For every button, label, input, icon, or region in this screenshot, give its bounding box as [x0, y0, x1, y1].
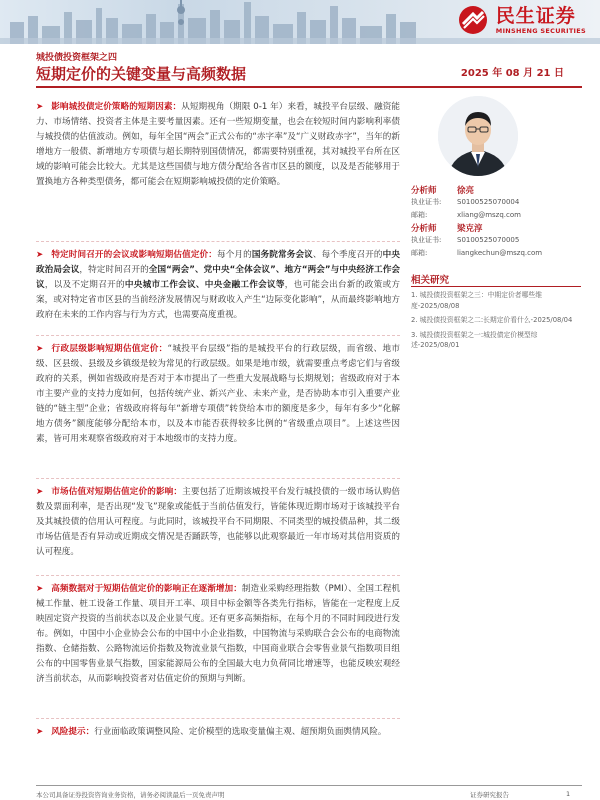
footer-disclaimer: 本公司具备证券投资咨询业务资格，请务必阅读最后一页免责声明: [36, 791, 225, 799]
logo-chinese-name: 民生证券: [495, 5, 576, 27]
section-emphasis: 国务院常务会议: [251, 250, 313, 260]
bullet-arrow-icon: ➤: [36, 344, 44, 354]
bullet-arrow-icon: ➤: [36, 250, 44, 260]
section-text: ，特定时间召开的: [79, 265, 149, 275]
section-lead: 市场估值对短期估值定价的影响：: [51, 487, 183, 497]
section-emphasis: 中央政治局会议: [36, 250, 400, 275]
section-emphasis: 中央城市工作会议、中央金融工作会议等: [124, 280, 285, 290]
section-market-valuation: [36, 485, 400, 560]
section-lead: 行政层级影响短期估值定价：: [51, 344, 168, 354]
analyst-photo: [438, 96, 518, 176]
section-text: 制造业采购经理指数（PMI）、全国工程机械工作量、桩工设备工作量、项目开工率、项目中标金额等各类先行指标，皆能在一定程度上反映固定资产投资的当前状态以及企业景气度。还有更多高频指标，在每个月的不同时间段进行发布。例如，中国中小企业协会公布的中国中小企业指数，中国物流与采购联合会公布的电商物流指数、仓储指数、公路物流运价指数及物流业景气指数，中国商业联合会零售业景气指数项目组公布的中国零售业景气指数，国家能源局公布的全国最大电力负荷同比增速等，也能反映宏观经济当前状态，从而影响投资者对估值定价的预期与判断。: [36, 584, 400, 684]
section-text: ，以及不定期召开的: [44, 280, 125, 290]
analyst-name: 梁克淳: [457, 224, 483, 234]
section-text: 主要包括了近期该城投平台发行城投债的一级市场认购倍数及票面利率，是否出现“发飞”现象或能低于当前估值发行，皆能体现近期市场对于该城投平台及其城投债的信用认可程度。与此同时，该城投平台不同期限、不同类型的城投债品种，其二级市场估值是否有异动或近期成交情况是否踊跃等，也能够以此观察最近一年市场对其信用资质的认可程度。: [36, 487, 400, 557]
analyst-email[interactable]: liangkechun@mszq.com: [457, 249, 543, 257]
email-label: 邮箱:: [411, 211, 428, 219]
header-divider: [36, 86, 582, 88]
footer-report-type: 证券研究报告: [470, 791, 509, 799]
analyst-role: 分析师: [411, 186, 437, 196]
section-lead: 特定时间召开的会议或影响短期估值定价：: [51, 250, 217, 260]
cert-label: 执业证书:: [411, 236, 442, 244]
section-text: 从短期视角（期限 0-1 年）来看，城投平台层级、融资能力、市场情绪、投资者主体是主要考量因素。还有一些短期变量，也会在较短时间内影响利率债与城投债的估值波动。例如，每年全国“两会”正式公布的“赤字率”及“广义财政赤字”，当年的新增地方一般债、新增地方专项债与超长期特别国债情况，都需要特别重视，其对城投平台所在区域的影响可能会比较大。尤其是这些国债与地方债分配给各省市区县的额度，以及是否能够用于置换地方各种类型债务，都可能会在短期影响城投债的定价策略。: [36, 102, 400, 187]
section-divider: [36, 478, 400, 479]
related-research-divider: [411, 286, 581, 287]
bullet-arrow-icon: ➤: [36, 487, 44, 497]
section-text: “城投平台层级”指的是城投平台的行政层级，而省级、地市级、区县级、县级及乡镇级是较为常见的行政层级。如果是地市级，就需要重点考虑它们与省级政府的关系，例如省级政府是否对于本市提出了一些重大发展战略与长期规划；省级政府对于本市主要产业的支持力度如何，包括传统产业、新兴产业、未来产业，是否协助本市引入重要产业链的“链主型”企业；省级政府将每年“新增专项债”转贷给本市的额度是多少，每年有多少“化解地方债务”额度能够分配给本市，以及本市能否获得较多比例的“省级重点项目”。上述这些因素，皆可用来观察省级政府对于本地级市的支持力度。: [36, 344, 400, 444]
related-research-title: 相关研究: [411, 275, 450, 286]
cert-label: 执业证书:: [411, 198, 442, 206]
logo-english-name: MINSHENG SECURITIES: [495, 27, 586, 35]
cert-number: S0100525070005: [457, 236, 520, 244]
analyst-info: [411, 184, 581, 223]
section-admin-level: [36, 342, 400, 447]
section-high-frequency-data: [36, 582, 400, 687]
analyst-name: 徐亮: [457, 186, 475, 196]
analyst-portrait-icon: [438, 96, 518, 176]
report-date: 2025 年 08 月 21 日: [460, 68, 564, 79]
analyst-email[interactable]: xliang@mszq.com: [457, 211, 521, 219]
page-title: 短期定价的关键变量与高频数据: [36, 65, 247, 83]
section-lead: 高频数据对于短期估值定价的影响正在逐渐增加：: [51, 584, 242, 594]
bullet-arrow-icon: ➤: [36, 102, 44, 112]
minsheng-logo-icon: [456, 5, 490, 35]
cert-number: S0100525070004: [457, 198, 520, 206]
bullet-arrow-icon: ➤: [36, 727, 44, 737]
section-short-term-factors: [36, 100, 400, 190]
section-divider: [36, 241, 400, 242]
section-lead: 风险提示：: [51, 727, 95, 737]
section-risk-warning: [36, 725, 400, 740]
related-research-item[interactable]: 2. 城投债投资框架之二:长期定价看什么-2025/08/04: [411, 316, 573, 324]
section-divider: [36, 718, 400, 719]
header-banner: [0, 0, 600, 44]
analyst-info: [411, 222, 581, 261]
email-label: 邮箱:: [411, 249, 428, 257]
section-text: 每个月的: [216, 250, 252, 260]
related-research-item[interactable]: 1. 城投债投资框架之三：中期定价者哪些维度-2025/08/08: [411, 291, 542, 310]
section-lead: 影响城投债定价策略的短期因素：: [51, 102, 182, 112]
section-divider: [36, 575, 400, 576]
section-emphasis: 全国“两会”、党中央“全体会议”、地方“两会”与中央经济工作会议: [36, 265, 400, 290]
related-research-list: [411, 290, 583, 355]
related-research-item[interactable]: 3. 城投债投资框架之一:城投债定价模型综述-2025/08/01: [411, 330, 538, 349]
bullet-arrow-icon: ➤: [36, 584, 44, 594]
brand-logo: [456, 5, 586, 35]
footer-divider: [36, 785, 582, 786]
series-label: 城投债投资框架之四: [36, 53, 118, 63]
section-divider: [36, 335, 400, 336]
analyst-role: 分析师: [411, 224, 437, 234]
page-number: 1: [566, 790, 571, 798]
section-text: 行业面临政策调整风险、定价模型的选取变量偏主观、超预期负面舆情风险。: [94, 727, 387, 737]
section-meetings: [36, 248, 400, 323]
section-text: 、每个季度召开的: [312, 250, 383, 260]
section-text: ，也可能会出台新的政策或方案，或对特定省市区县的当前经济发展情况与财政收入产生“边际变化影响”，从而最终影响地方政府在未来的工作内容与行为方式，也需要高度重视。: [36, 280, 400, 320]
